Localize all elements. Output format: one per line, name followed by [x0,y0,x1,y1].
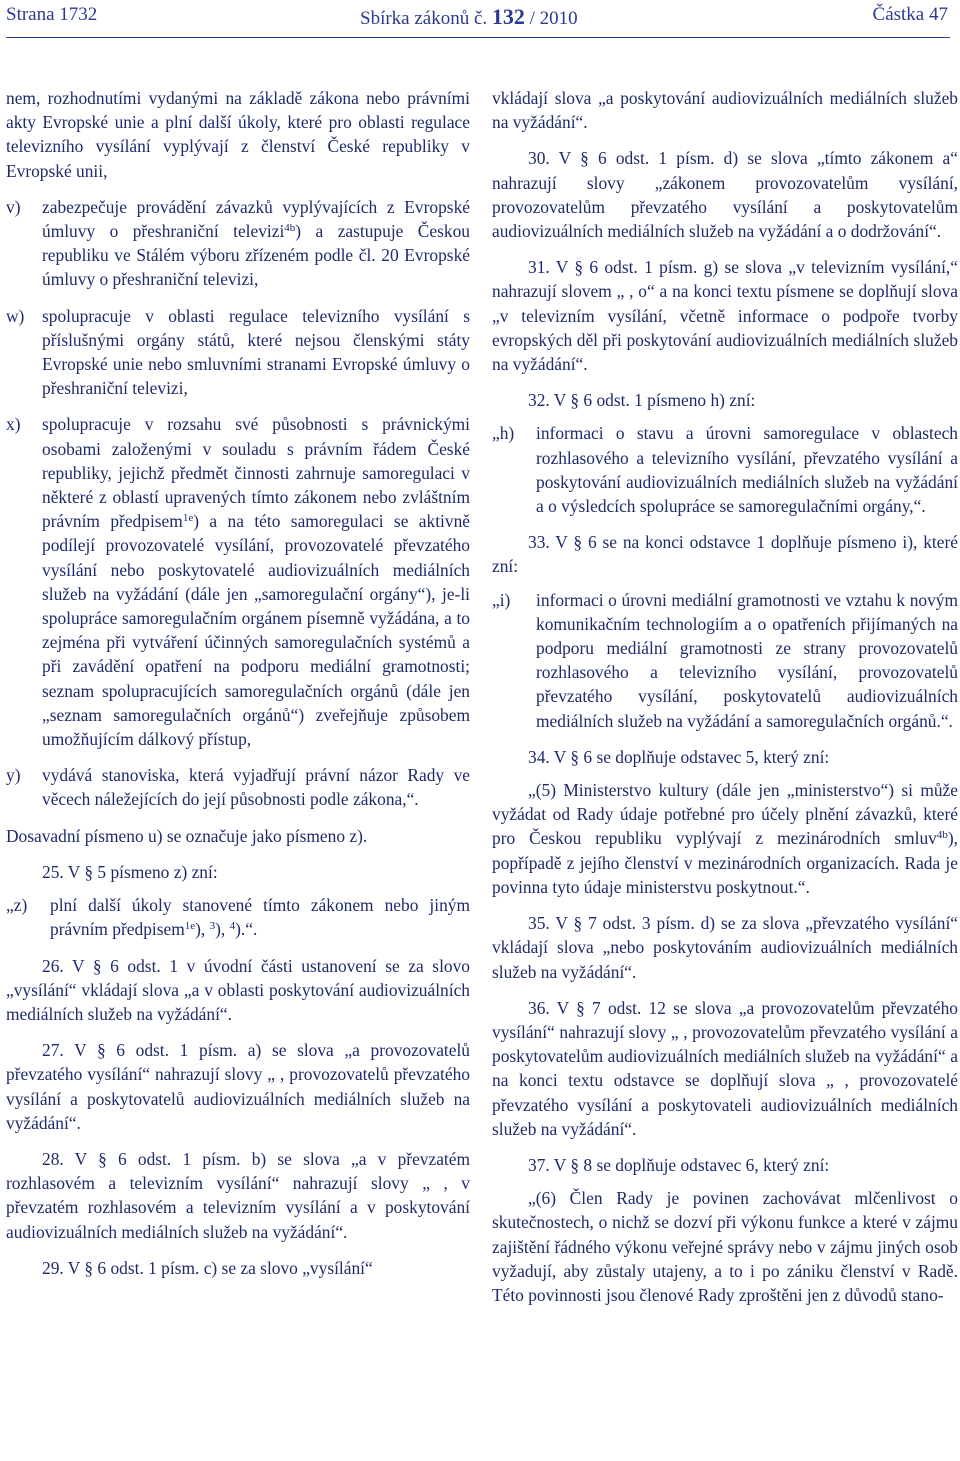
right-column [492,86,958,1307]
page-number: Strana 1732 [6,4,98,25]
point-29-continuation: vkládají slova „a poskytování audiovizuálních mediálních služeb na vyžádání“. [492,88,958,133]
collection-year: / 2010 [529,8,578,29]
point-29: 29. V § 6 odst. 1 písm. c) se za slovo „vysílání“ [42,1257,373,1278]
point-34-heading: 34. V § 6 se doplňuje odstavec 5, který zní: [528,746,830,767]
item-mark: „h) [492,423,515,444]
item-mark: v) [6,196,21,217]
collection-reference [360,4,578,30]
point-32-heading: 32. V § 6 odst. 1 písmeno h) zní: [528,390,756,411]
intro-paragraph: nem, rozhodnutími vydanými na základě zákona nebo právními akty Evropské unie a plní další úkoly, které pro oblasti regulace televizního vysílání vyplývají z členství České republiky v Evropské unii, [6,88,470,181]
list-item-w: w) spolupracuje v oblasti regulace televizního vysílání s příslušnými orgány států, které nejsou členskými státy Evropské unie nebo smluvními stranami Evropské úmluvy o přeshraniční televizi, [6,305,470,399]
collection-number: 132 [491,4,525,29]
item-mark: w) [6,305,25,326]
item-mark: x) [6,414,21,435]
page-header [6,4,948,32]
point-25-item: „z) plní další úkoly stanovené tímto zákonem nebo jiným právním předpisem$^{1e}$), $^3$), $^4$).“. [6,895,470,940]
point-28: 28. V § 6 odst. 1 písm. b) se slova „a v převzatém rozhlasovém a televizním vysílání“ nahrazují slovy „ , v převzatém rozhlasovém a televizním vysílání a v poskytování audiovizuálních mediálních služeb na vyžádání“. [6,1148,470,1242]
point-34-text: „(5) Ministerstvo kultury (dále jen „ministerstvo“) si může vyžádat od Rady údaje potřebné pro účely plnění závazků, které pro Českou republiku vyplývají z mezinárodních smluv$^{4b}$), popřípadě z jejího členství v mezinárodních organizacích. Rada je povinna tyto údaje ministerstvu poskytnout.“. [492,780,958,897]
list-item-x: x) spolupracuje v rozsahu své působnosti s právnickými osobami založenými v souladu s právním řádem České republiky, jejichž předmět činnosti zahrnuje samoregulaci v některé z oblastí upravených tímto zákonem nebo zvláštním právním předpisem$^{1e}$) a na této samoregulaci se aktivně podílejí provozovatelé vysílání, provozovatelé převzatého vysílání nebo poskytovatelé audiovizuálních mediálních služeb na vyžádání (dále jen „samoregulační orgány“), je-li spolupráce samoregulačním orgánem písemně vyžádána, a to zejména při vytváření účinných samoregulačních systémů a při zavádění opatření na podporu mediální gramotnosti; seznam spolupracujících samoregulačních orgánů (dále jen „seznam samoregulačních orgánů“) zveřejňuje způsobem umožňujícím dálkový přístup, [6,414,470,750]
item-mark: „i) [492,589,511,610]
renaming-note: Dosavadní písmeno u) se označuje jako písmeno z). [6,825,368,846]
left-column [6,86,470,1280]
point-37-heading: 37. V § 8 se doplňuje odstavec 6, který zní: [528,1154,830,1175]
list-item-v: v) zabezpečuje provádění závazků vyplývajících z Evropské úmluvy o přeshraniční televizi$^{4b}$) a zastupuje Českou republiku ve Stálém výboru zřízeném podle čl. 20 Evropské úmluvy o přeshraniční televizi, [6,196,470,290]
point-33-heading: 33. V § 6 se na konci odstavce 1 doplňuje písmeno i), které zní: [492,532,958,577]
point-32-item: „h) informaci o stavu a úrovni samoregulace v oblastech rozhlasového a televizního vysílání, převzatého vysílání a poskytování audiovizuálních mediálních služeb na vyžádání a o výsledcích spolupráce se samoregulačními orgány,“. [492,423,958,517]
point-26: 26. V § 6 odst. 1 v úvodní části ustanovení se za slovo „vysílání“ vkládají slova „a v oblasti poskytování audiovizuálních mediálních služeb na vyžádání“. [6,955,470,1024]
collection-prefix: Sbírka zákonů č. [360,8,488,29]
item-mark: y) [6,765,21,786]
point-27: 27. V § 6 odst. 1 písm. a) se slova „a provozovatelů převzatého vysílání“ nahrazují slovy „ , provozovatelů převzatého vysílání a poskytovatelů audiovizuálních mediálních služeb na vyžádání“. [6,1040,470,1133]
list-item-y: y) vydává stanoviska, která vyjadřují právní názor Rady ve věcech náležejících do její působnosti podle zákona,“. [6,765,470,810]
point-31: 31. V § 6 odst. 1 písm. g) se slova „v televizním vysílání,“ nahrazují slovem „ , o“ a na konci textu písmene se doplňují slova „v televizním vysílání, včetně informace o podpoře tvorby evropských děl při poskytování audiovizuálních mediálních služeb na vyžádání“. [492,257,958,375]
point-33-item: „i) informaci o úrovni mediální gramotnosti ve vztahu k novým komunikačním technologiím a o opatřeních přijímaných na podporu mediální gramotnosti ze strany provozovatelů rozhlasového a televizního vysílání, provozovatelů převzatého vysílání, poskytovatelů audiovizuálních mediálních služeb na vyžádání a samoregulačních orgánů.“. [492,589,958,731]
point-35: 35. V § 7 odst. 3 písm. d) se za slova „převzatého vysílání“ vkládají slova „nebo poskytováním audiovizuálních mediálních služeb na vyžádání“. [492,913,958,982]
part-number: Částka 47 [872,4,948,25]
header-rule [6,37,950,38]
item-mark: „z) [6,895,28,916]
point-30: 30. V § 6 odst. 1 písm. d) se slova „tímto zákonem a“ nahrazují slovy „zákonem provozovatelům vysílání, provozovatelům převzatého vysílání a poskytovatelům audiovizuálních mediálních služeb na vyžádání a o dodržování“. [492,148,958,242]
point-36: 36. V § 7 odst. 12 se slova „a provozovatelům převzatého vysílání“ nahrazují slovy „ , provozovatelům převzatého vysílání a poskytovatelům audiovizuálních mediálních služeb na vyžádání“ a na konci textu odstavce se doplňují slova „ , provozovatelé převzatého vysílání a poskytovateli audiovizuálních mediálních služeb na vyžádání“. [492,997,958,1139]
point-25-heading: 25. V § 5 písmeno z) zní: [42,861,218,882]
point-37-text: „(6) Člen Rady je povinen zachovávat mlčenlivost o skutečnostech, o nichž se dozví při výkonu funkce a které v zájmu zajištění řádného výkonu veřejné správy nebo v zájmu jiných osob vyžadují, aby zůstaly utajeny, a to i po zániku členství v Radě. Této povinnosti jsou členové Rady zproštěni jen z důvodů stano- [492,1188,958,1305]
